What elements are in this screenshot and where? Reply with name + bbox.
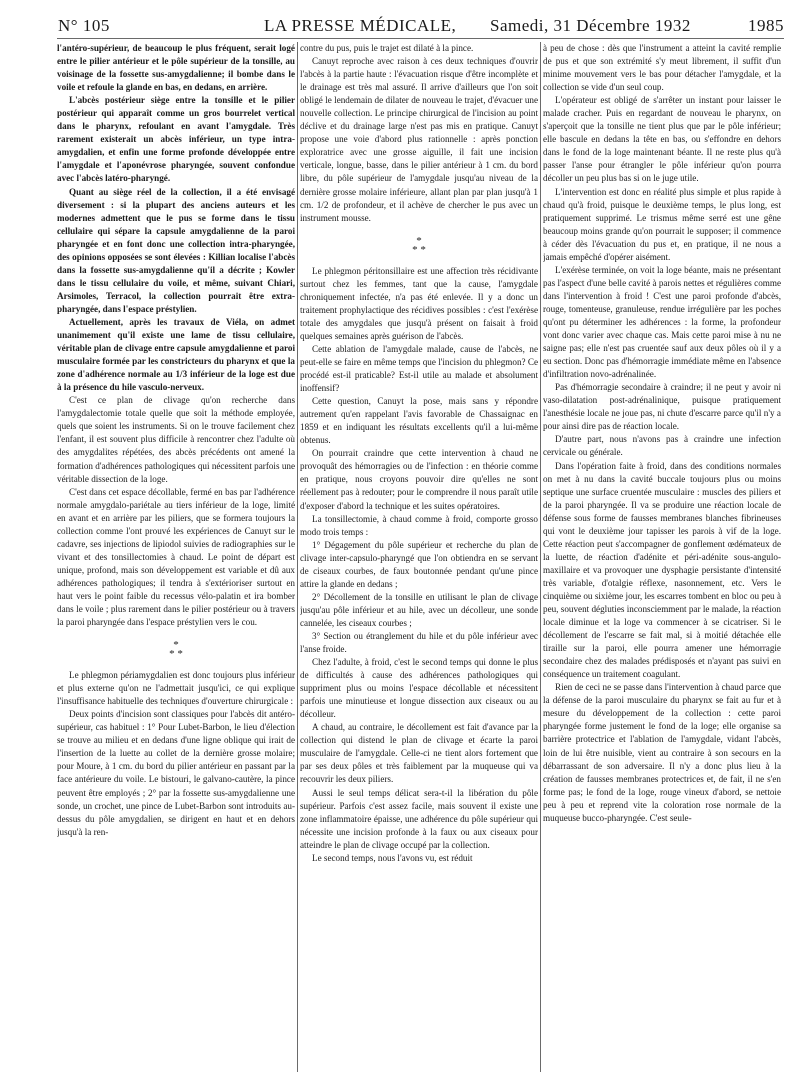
- paragraph: A chaud, au contraire, le décollement est fait d'avance par la collection qui distend le plan de clivage et écarte la paroi musculaire de l'amygdale. Celle-ci ne tient alors fortement que par ses deux pôles et très faiblement par la muqueuse qui va recouvrir les deux piliers.: [300, 722, 538, 785]
- text-column-2: [300, 42, 538, 1072]
- page-number: 1985: [748, 16, 784, 35]
- star-top: *: [416, 234, 422, 247]
- paragraph: Actuellement, après les travaux de Viéla, on admet unanimement qu'il existe une lame de tissu cellulaire, véritable plan de clivage entre capsule amygdalienne et paroi musculaire formée par les constricteurs du pharynx et que la zone d'adhérence normale au 1/3 inférieur de la loge est due à la présence du hile vasculo-nerveux.: [57, 316, 295, 393]
- paragraph: D'autre part, nous n'avons pas à craindre une infection cervicale ou générale.: [543, 434, 781, 458]
- paragraph: Quant au siège réel de la collection, il a été envisagé diversement : si la plupart des anciens auteurs et les modernes admettent que le pus se forme dans le tissu cellulaire qui sépare la capsule amygdalienne de la paroi pharyngée et en font donc une collection intra-pharyngée, des opinions opposées se sont élevées : Killian localise l'abcès dans la fossette sus-amygdalienne qu'il a décrite ; Kowler dans le tissu cellulaire du voile, et même, suivant Chiari, Arsimoles, Terracol, la collection pourrait être extra-pharyngée, dans l'espace préstylien.: [57, 186, 295, 314]
- paragraph: Cette question, Canuyt la pose, mais sans y répondre autrement qu'en rappelant l'avis favorable de Chassaignac en 1859 et en indiquant les résultats excellents qu'il a lui-même obtenus.: [300, 396, 538, 446]
- paragraph: On pourrait craindre que cette intervention à chaud ne provoquât des hémorragies ou de l'infection : en théorie comme en pratique, nous croyons pouvoir dire qu'elles ne sont réellement pas à redouter; pour le comprendre il nous paraît utile d'exposer d'abord la technique et les suites opératoires.: [300, 448, 538, 511]
- paragraph: 3° Section ou étranglement du hile et du pôle inférieur avec l'anse froide.: [300, 630, 538, 655]
- paragraph: La tonsillectomie, à chaud comme à froid, comporte grosso modo trois temps :: [300, 513, 538, 537]
- text-column-1: [57, 42, 295, 1072]
- section-separator: [57, 641, 295, 659]
- journal-title: LA PRESSE MÉDICALE,: [264, 16, 457, 35]
- paragraph: Le phlegmon périamygdalien est donc toujours plus inférieur et plus externe qu'on ne l'admettait jusqu'ici, ce qui explique l'insuffisance habituelle des techniques d'ouverture chirurgicale :: [57, 670, 295, 707]
- text-column-3: [543, 42, 781, 1072]
- paragraph: L'intervention est donc en réalité plus simple et plus rapide à chaud qu'à froid, puisque le deuxième temps, le plus long, est pratiquement supprimé. Le trismus même serré est une gêne beaucoup moins grande qu'on pourrait le supposer; il commence à céder dès l'évacuation du pus et, en pratique, il ne nous a jamais empêché d'opérer aisément.: [543, 186, 781, 262]
- paragraph: à peu de chose : dès que l'instrument a atteint la cavité remplie de pus et que son extrémité s'y meut librement, il suffit d'un minime mouvement vers le bas pour détacher l'amygdale, et la collection se vide d'un seul coup.: [543, 43, 781, 93]
- paragraph: Le phlegmon péritonsillaire est une affection très récidivante surtout chez les femmes, tant que la cause, l'amygdale chroniquement infectée, n'a pas été enlevée. Il y a donc un traitement prophylactique des récidives possibles : c'est l'exérèse totale des amygdales que jusqu'à présent on faisait à froid quelques semaines après guérison de l'abcès.: [300, 265, 538, 341]
- paragraph: Canuyt reproche avec raison à ces deux techniques d'ouvrir l'abcès à la partie haute : l'évacuation risque d'être incomplète et le drainage est très mal assuré. Il arrive d'ailleurs que l'on soit obligé le lendemain de dilater de nouveau le trajet, d'évacuer une nouvelle collection. Le principe chirurgical de l'incision au point déclive et du drainage large n'est pas mis en pratique. Canuyt propose une voie d'abord plus rationnelle : après ponction exploratrice avec une grosse aiguille, il fait une incision verticale, longue, basse, dans le pilier antérieur à 1 cm. du bord libre, du pôle supérieur de l'amygdale jusqu'au niveau de la dernière grosse molaire inférieure, allant plan par plan jusqu'à 1 cm. 1/2 de profondeur, et il achève de chercher le pus avec un instrument mousse.: [300, 56, 538, 223]
- paragraph: Le second temps, nous l'avons vu, est réduit: [312, 852, 473, 863]
- paragraph: Deux points d'incision sont classiques pour l'abcès dit antéro-supérieur, cas habituel : 1° Pour Lubet-Barbon, le lieu d'élection se trouve au milieu et en dedans d'une ligne oblique qui irait de l'insertion de la luette au collet de la dernière grosse molaire; pour Moure, à 1 cm. du bord du pilier antérieur en passant par la face antérieure du voile. Le bistouri, le galvano-cautère, la pince peuvent être employés ; 2° par la fossette sus-amygdalienne une sonde, un crochet, une pince de Lubet-Barbon sont introduits au-dessus du pôle amygdalien, se dirigent en haut et en dehors jusqu'à la ren-: [57, 709, 295, 837]
- paragraph: L'opérateur est obligé de s'arrêter un instant pour laisser le malade cracher. Puis en regardant de nouveau le pharynx, on s'aperçoit que la tonsille ne tient plus que par le pôle inférieur; elle bascule en dedans la tête en bas, ou s'effondre en dehors dans le fond de la loge maintenant béante. Il ne reste plus qu'à passer l'anse pour étrangler le pôle inférieur qu'on pourra décoller un peu plus bas si on le juge utile.: [543, 95, 781, 184]
- paragraph: 1° Dégagement du pôle supérieur et recherche du plan de clivage inter-capsulo-pharyngé que l'on obtiendra en se servant de ciseaux courbes, de faux boutonnée pendant qu'une pince attire la glande en dedans ;: [300, 539, 538, 589]
- paragraph: l'antéro-supérieur, de beaucoup le plus fréquent, serait logé entre le pilier antérieur et le pôle supérieur de la tonsille, au voisinage de la fossette sus-amygdalienne; il bombe dans le voile et refoule la glande en bas, en dedans, en arrière.: [57, 43, 295, 93]
- paragraph: C'est ce plan de clivage qu'on recherche dans l'amygdalectomie totale quelle que soit la méthode employée, quels que soient les instruments. Si on le trouve facilement chez l'enfant, il est souvent plus difficile à rencontrer chez l'adulte où des amygdalites répétées, des abcès précédents ont amené la formation d'adhérences pathologiques qui nécessitent parfois une véritable dissection de la loge.: [57, 395, 295, 484]
- paragraph: Cette ablation de l'amygdale malade, cause de l'abcès, ne peut-elle se faire en même temps que l'incision du phlegmon? Ce procédé est-il praticable? Est-il utile au malade et absolument inoffensif?: [300, 343, 538, 394]
- section-separator: [300, 234, 538, 256]
- issue-number: N° 105: [58, 16, 110, 35]
- paragraph: Pas d'hémorragie secondaire à craindre; il ne peut y avoir ni vaso-dilatation post-adrénalinique, puisque pratiquement l'anesthésie locale ne joue pas, ni chute d'escarre parce qu'il n'y a pour ainsi dire pas de réaction locale.: [543, 382, 781, 432]
- header-rule: [57, 38, 784, 39]
- issue-date: Samedi, 31 Décembre 1932: [490, 16, 691, 35]
- paragraph: L'exérèse terminée, on voit la loge béante, mais ne présentant pas l'aspect d'une belle cavité à parois nettes et régulières comme dans l'intervention à froid ! C'est une paroi profonde d'abcès, rouge, tomenteuse, granuleuse, rendue irrégulière par les poches qu'ont pu déterminer les adhérences : la forme, la profondeur vont donc varier avec chaque cas. Mais cette paroi mise à nu ne saigne pas; elle n'est pas cruentée sauf aux deux pôles où il y a eu section. Donc pas d'hémorragie immédiate même en l'absence d'infiltration novo-adrénalinée.: [543, 264, 781, 380]
- paragraph: L'abcès postérieur siège entre la tonsille et le pilier postérieur qui apparaît comme un gros bourrelet vertical dans le pharynx, refoulant en avant l'amygdale. Très rarement existerait un abcès inférieur, un type intra-amygdalien, et enfin une forme profonde développée entre l'amygdale et l'aponévrose pharyngée, souvent confondue avec l'abcès latéro-pharyngé.: [57, 95, 295, 184]
- star-top: *: [173, 639, 179, 652]
- paragraph: Chez l'adulte, à froid, c'est le second temps qui donne le plus de difficultés à cause des adhérences pathologiques qui suppriment plus ou moins l'espace décollable et nécessitent parfois une minutieuse et longue dissection aux ciseaux ou au décolleur.: [300, 657, 538, 720]
- star-bottom: * *: [412, 243, 426, 256]
- paragraph: 2° Décollement de la tonsille en utilisant le plan de clivage jusqu'au pôle inférieur et au hile, avec un décolleur, une sonde cannelée, les ciseaux courbes ;: [300, 591, 538, 628]
- paragraph: Rien de ceci ne se passe dans l'intervention à chaud parce que la défense de la paroi musculaire du pharynx se fait au fur et à mesure du développement de la collection : cette paroi pharyngée forme justement le fond de la loge; elle organise sa barrière protectrice et l'ablation de l'amygdale, vidant l'abcès, loin de lui être nuisible, vient au contraire à son secours en la débarrassant de son adversaire. Il n'y a donc plus lieu à la création de fausses membranes protectrices et, de fait, il ne s'en forme pas; le fond de la loge, rouge vineux d'abord, se nettoie peu à peu et reprend vite la coloration rose normale de la muqueuse bucco-pharyngée. C'est seule-: [543, 682, 781, 823]
- page-header: [58, 16, 784, 36]
- column-divider-2: [540, 42, 541, 1072]
- paragraph: C'est dans cet espace décollable, fermé en bas par l'adhérence normale amygdalo-pariétale au tiers inférieur de la loge, limité en avant et en arrière par les piliers, que se formera toujours la collection comme l'ont prouvé les expériences de Canuyt sur le cadavre, ses injections de lipiodol suivies de radiographies sur le vivant et des tonsillectomies à chaud. Le point de départ est unique, profond, mais son développement est variable et dû aux adhérences pathologiques; il tendra à s'extérioriser surtout en haut vers le point faible du recessus vélo-palatin et ira bomber dans le voile ; plus rarement dans le pilier postérieur ou à travers la paroi pharyngée dans l'espace préstylien vers le cou.: [57, 486, 295, 628]
- paragraph: Dans l'opération faite à froid, dans des conditions normales on met à nu dans la cavité buccale toujours plus ou moins septique une surface cruentée musculaire : muscles des piliers et de la paroi pharyngée. Il va se produire une réaction locale de défense sous forme de fausses membranes blanches fibrineuses qui vont le deuxième jour tapisser les parois à vif de la loge. Cette réaction peut s'accompagner de gonflement œdémateux de la luette, de réaction d'adénite et péri-adénite sous-angulo-maxillaire et va provoquer une dysphagie persistante d'intensité très variable, d'otalgie réflexe, nasonnement, etc. Vers le cinquième ou sixième jour, les escarres tombent en bloc ou peu à peu, souvent dégluties inconsciemment par le malade, la réaction locale diminue et la loge va commencer à se cicatriser. Si le décollement de l'escarre se fait mal, si à moitié détachée elle tiraille sur la paroi, elle pourra amener une hémorragie secondaire chez des malades prédisposés et n'ayant pas suivi en conséquence un traitement coagulant.: [543, 460, 781, 680]
- paragraph: contre du pus, puis le trajet est dilaté à la pince.: [300, 43, 474, 53]
- column-divider-1: [297, 42, 298, 1072]
- paragraph: Aussi le seul temps délicat sera-t-il la libération du pôle supérieur. Parfois c'est assez facile, mais souvent il existe une zone inflammatoire épaisse, une adhérence du pôle supérieur qui nécessite une incision profonde à la faux ou aux ciseaux pour atteindre le plan de clivage occupé par la collection.: [300, 787, 538, 850]
- star-bottom: * *: [169, 648, 183, 661]
